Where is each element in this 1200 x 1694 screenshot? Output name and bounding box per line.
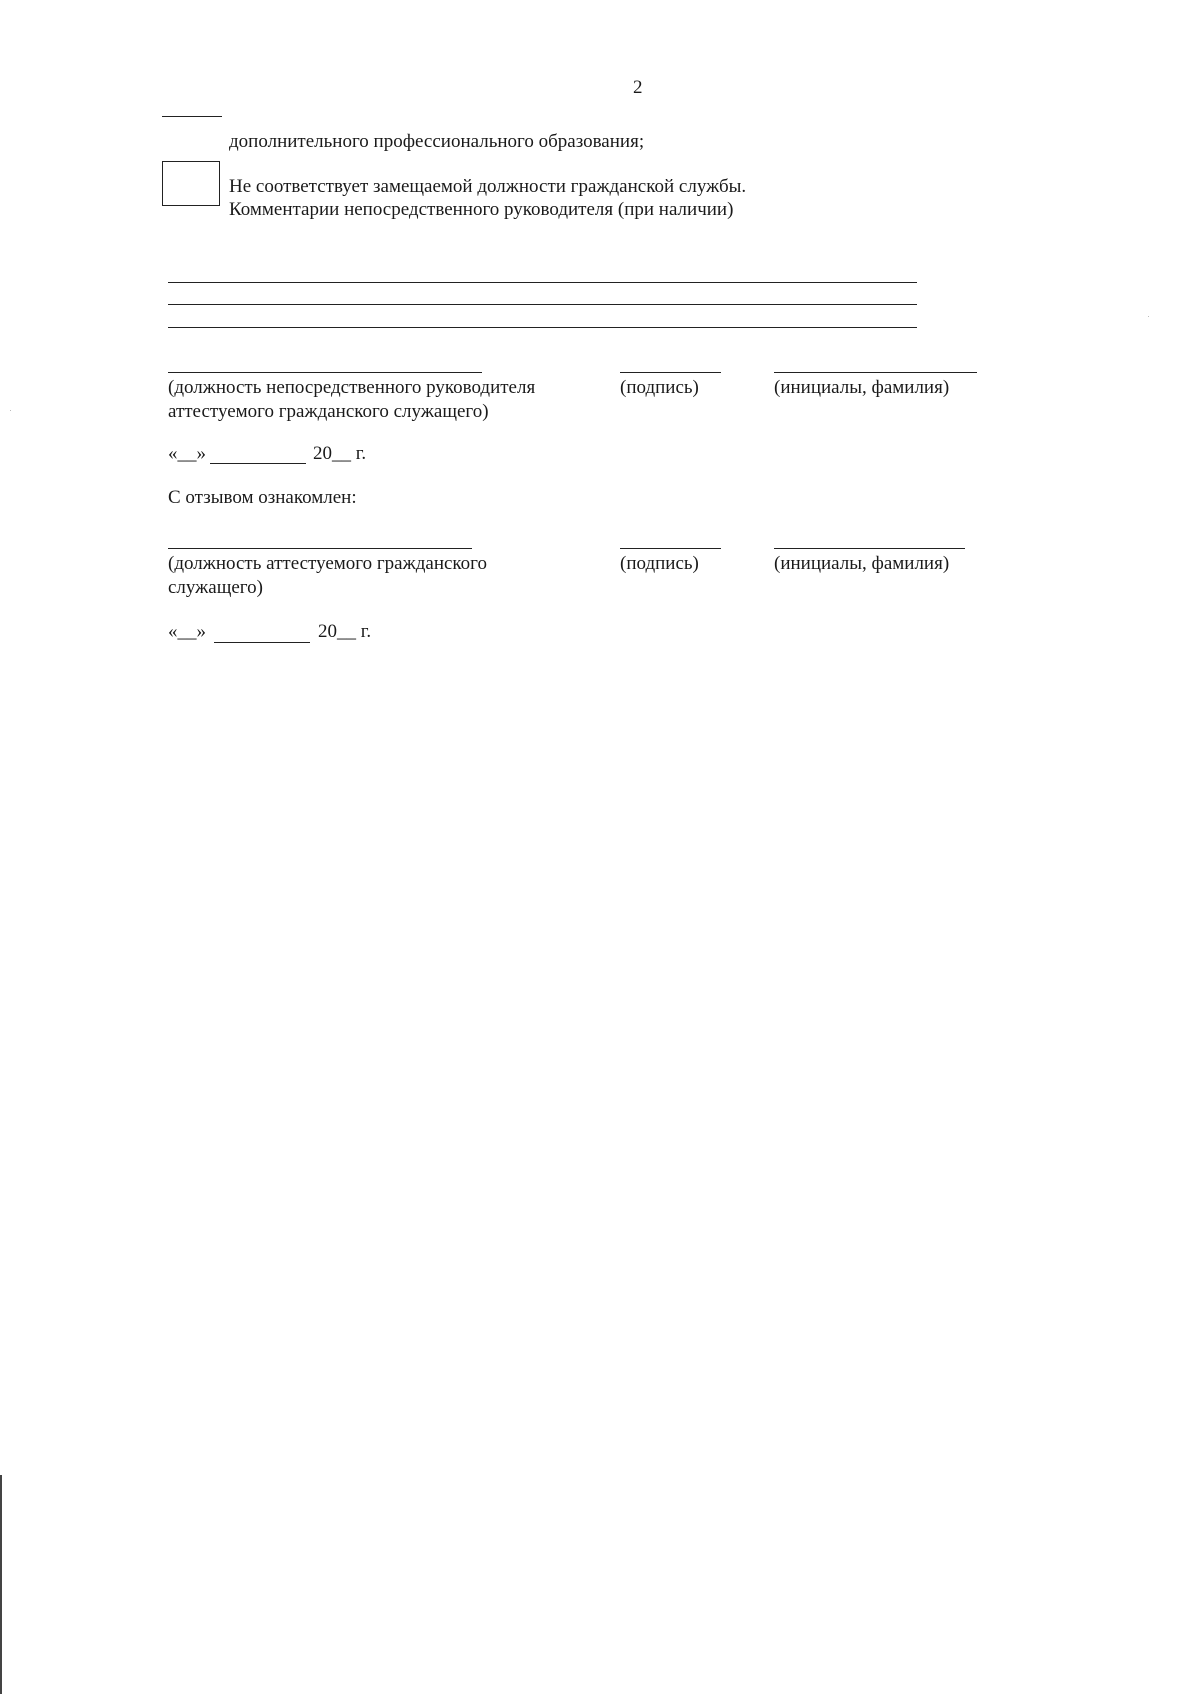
continuation-text: дополнительного профессионального образования; xyxy=(229,131,645,152)
employee-position-line[interactable] xyxy=(168,548,472,549)
comments-label: Комментарии непосредственного руководителя (при наличии) xyxy=(229,199,734,220)
scan-edge-artifact xyxy=(0,1475,2,1694)
supervisor-signature-caption: (подпись) xyxy=(620,377,699,398)
supervisor-position-caption-2: аттестуемого гражданского служащего) xyxy=(168,401,489,422)
supervisor-position-caption: (должность непосредственного руководителя xyxy=(168,377,536,398)
employee-date-day: «__» xyxy=(168,621,206,642)
top-short-rule xyxy=(162,116,222,117)
supervisor-date-month-line[interactable] xyxy=(210,463,306,464)
employee-name-line[interactable] xyxy=(774,548,965,549)
scan-speck xyxy=(10,410,11,411)
comment-line-2[interactable] xyxy=(168,304,917,305)
comment-line-1[interactable] xyxy=(168,282,917,283)
employee-date-month-line[interactable] xyxy=(214,642,310,643)
employee-signature-line[interactable] xyxy=(620,548,721,549)
option-checkbox[interactable] xyxy=(162,161,220,206)
supervisor-date-day: «__» xyxy=(168,443,206,464)
page-number: 2 xyxy=(633,77,643,98)
supervisor-date-year: 20__ г. xyxy=(313,443,367,464)
supervisor-name-line[interactable] xyxy=(774,372,977,373)
supervisor-name-caption: (инициалы, фамилия) xyxy=(774,377,950,398)
supervisor-signature-line[interactable] xyxy=(620,372,721,373)
employee-position-caption: (должность аттестуемого гражданского xyxy=(168,553,488,574)
acknowledgement-label: С отзывом ознакомлен: xyxy=(168,487,357,508)
scan-speck xyxy=(1148,316,1149,317)
comment-line-3[interactable] xyxy=(168,327,917,328)
employee-name-caption: (инициалы, фамилия) xyxy=(774,553,950,574)
employee-position-caption-2: служащего) xyxy=(168,577,263,598)
option-text: Не соответствует замещаемой должности гражданской службы. xyxy=(229,176,747,197)
employee-date-year: 20__ г. xyxy=(318,621,372,642)
employee-signature-caption: (подпись) xyxy=(620,553,699,574)
supervisor-position-line[interactable] xyxy=(168,372,482,373)
